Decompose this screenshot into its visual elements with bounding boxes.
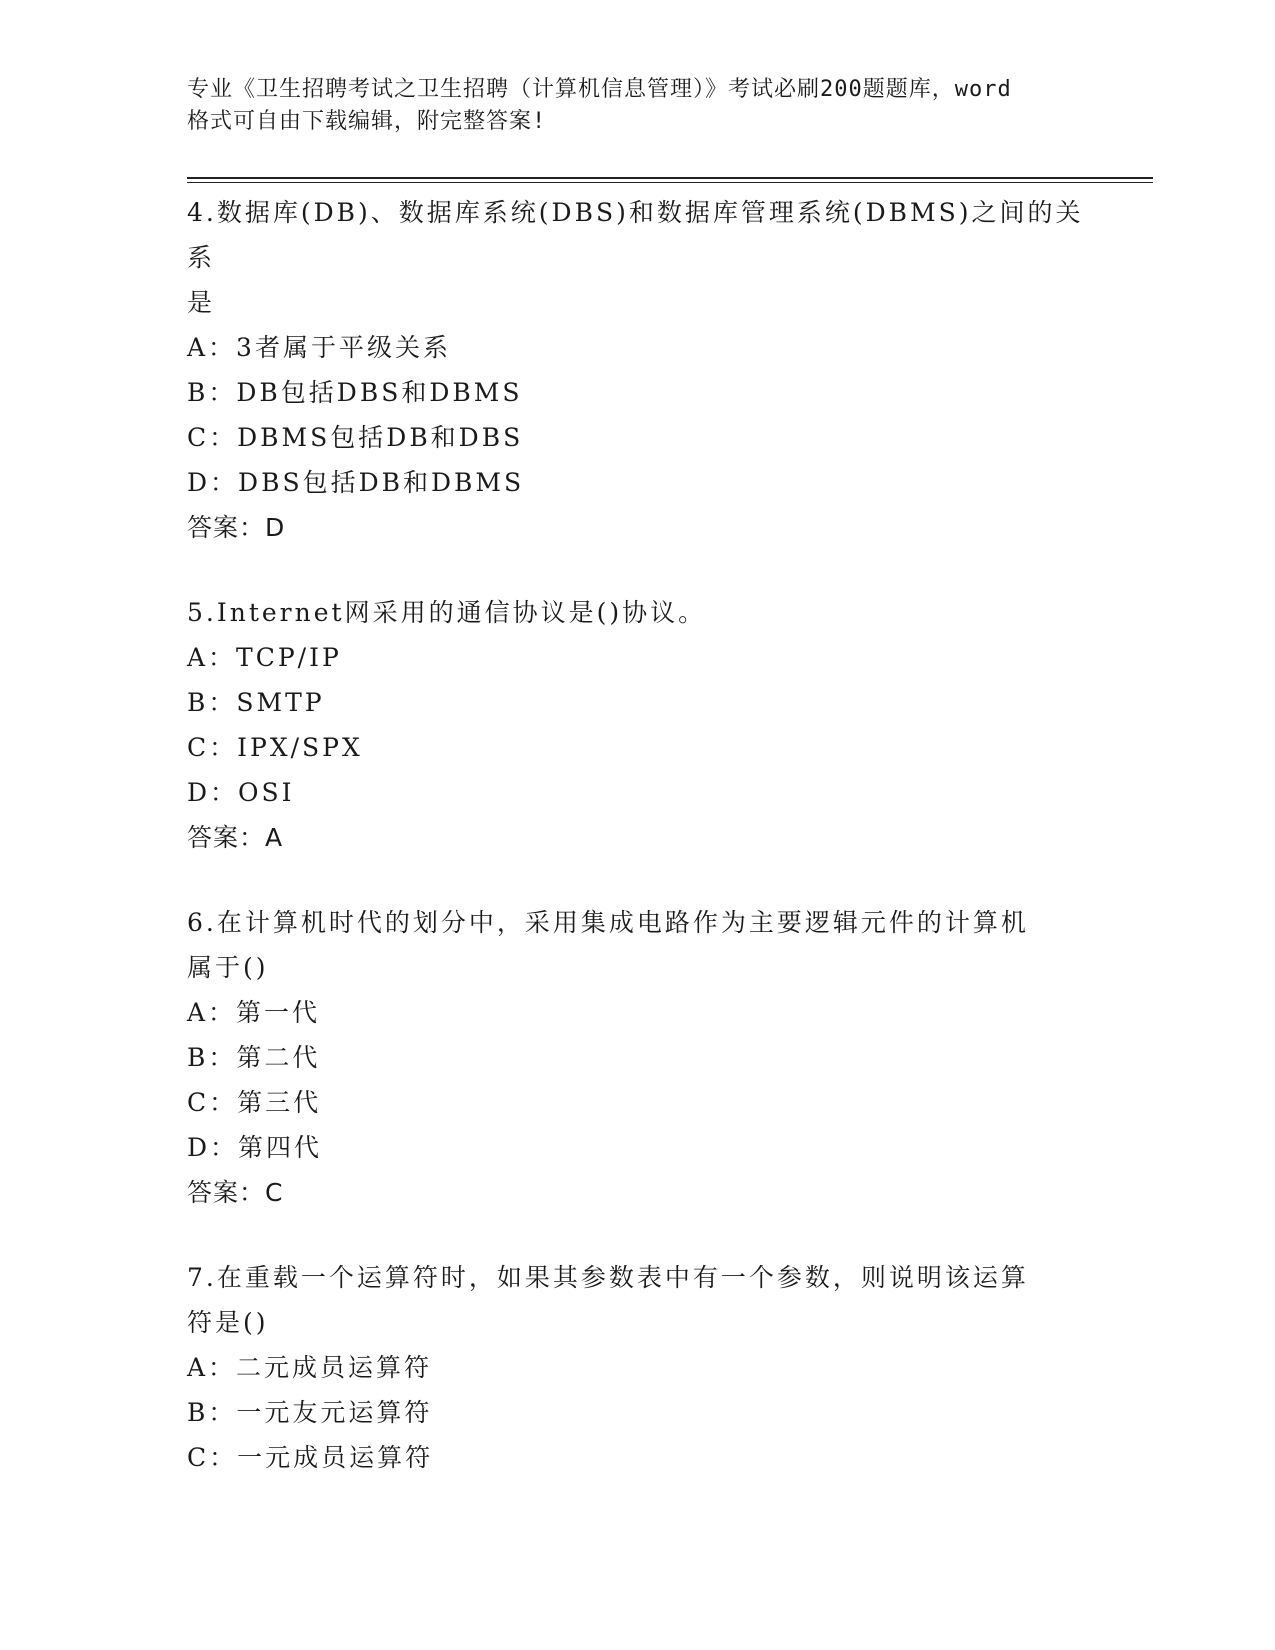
option-d: D：第四代	[187, 1133, 323, 1162]
answer: 答案：A	[187, 823, 284, 852]
option-d: D：DBS包括DB和DBMS	[187, 468, 525, 497]
question-5	[187, 590, 1087, 860]
question-text-cont: 是	[187, 288, 216, 317]
question-text-cont: 属于()	[187, 953, 269, 982]
header-line-2: 格式可自由下载编辑，附完整答案!	[187, 109, 547, 134]
option-c: C：IPX/SPX	[187, 733, 363, 762]
question-text: 4.数据库(DB)、数据库系统(DBS)和数据库管理系统(DBMS)之间的关系	[187, 198, 1084, 272]
option-b: B：一元友元运算符	[187, 1398, 433, 1427]
option-a: A：TCP/IP	[187, 643, 342, 672]
question-text: 6.在计算机时代的划分中，采用集成电路作为主要逻辑元件的计算机	[187, 908, 1029, 937]
option-c: C：一元成员运算符	[187, 1443, 434, 1472]
question-text: 5.Internet网采用的通信协议是()协议。	[187, 598, 707, 627]
option-a: A：3者属于平级关系	[187, 333, 451, 362]
answer: 答案：D	[187, 513, 286, 542]
option-b: B：DB包括DBS和DBMS	[187, 378, 523, 407]
option-b: B：SMTP	[187, 688, 325, 717]
option-b: B：第二代	[187, 1043, 321, 1072]
document-header	[187, 74, 1087, 138]
question-6	[187, 900, 1087, 1215]
option-d: D：OSI	[187, 778, 295, 807]
question-4	[187, 190, 1087, 550]
question-text: 7.在重载一个运算符时，如果其参数表中有一个参数，则说明该运算	[187, 1263, 1029, 1292]
option-a: A：二元成员运算符	[187, 1353, 433, 1382]
option-c: C：DBMS包括DB和DBS	[187, 423, 524, 452]
answer: 答案：C	[187, 1178, 284, 1207]
header-line-1: 专业《卫生招聘考试之卫生招聘（计算机信息管理）》考试必刷200题题库，word	[187, 77, 1012, 102]
option-c: C：第三代	[187, 1088, 322, 1117]
question-list	[187, 190, 1087, 1520]
option-a: A：第一代	[187, 998, 321, 1027]
question-text-cont: 符是()	[187, 1308, 269, 1337]
header-divider	[187, 177, 1153, 183]
question-7	[187, 1255, 1087, 1480]
